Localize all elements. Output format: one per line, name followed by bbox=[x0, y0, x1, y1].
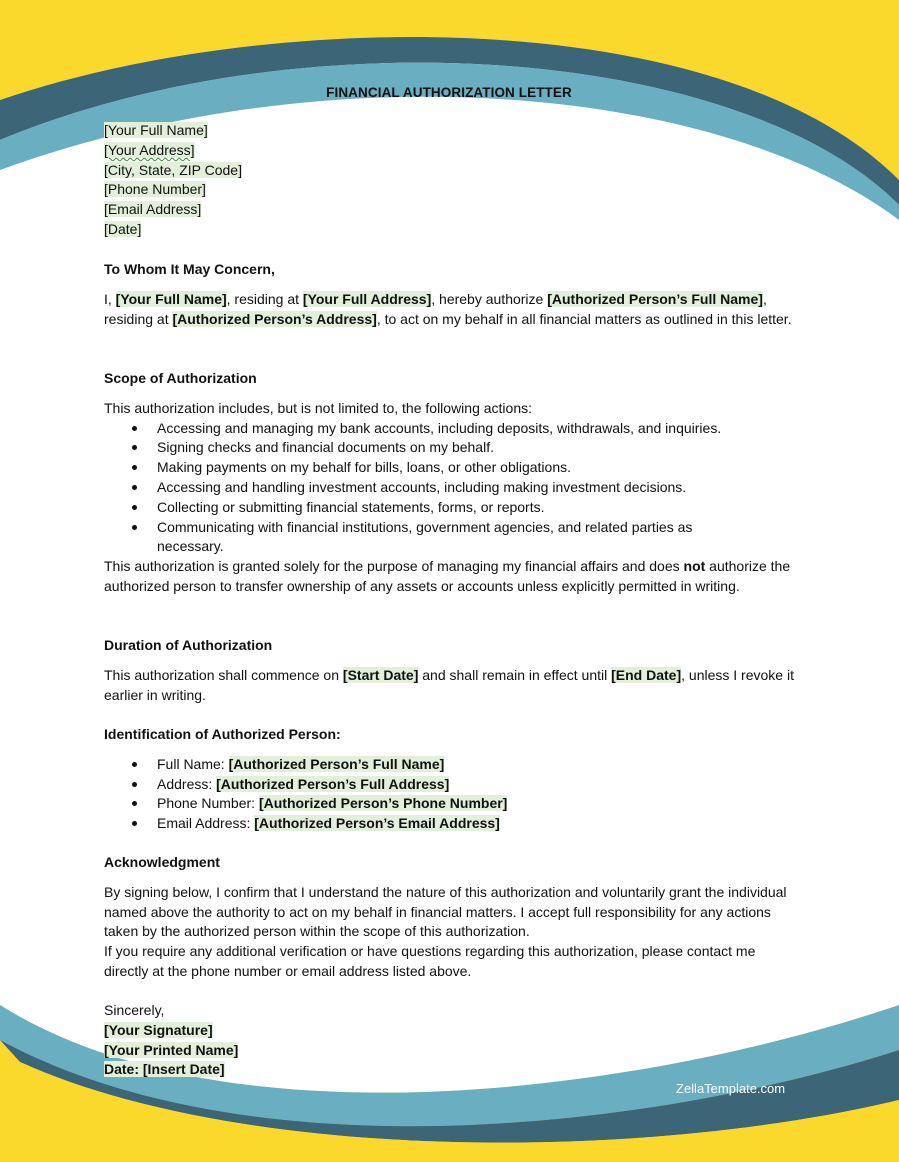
scope-section bbox=[104, 369, 794, 597]
list-item bbox=[104, 814, 794, 834]
list-item bbox=[104, 775, 794, 795]
list-item: Accessing and managing my bank accounts, including deposits, withdrawals, and inquiries. bbox=[104, 419, 794, 439]
duration-end-date[interactable]: [End Date] bbox=[611, 666, 682, 683]
sender-email[interactable]: [Email Address] bbox=[104, 201, 202, 218]
list-item bbox=[104, 755, 794, 775]
id-value[interactable]: [Authorized Person’s Full Address] bbox=[216, 775, 450, 792]
id-value[interactable]: [Authorized Person’s Email Address] bbox=[254, 815, 500, 832]
id-label: Email Address: bbox=[157, 815, 255, 832]
scope-closing-text-1: This authorization is granted solely for the purpose of managing my financial affairs and does bbox=[104, 558, 684, 575]
closing-printed-name[interactable]: [Your Printed Name] bbox=[104, 1041, 239, 1058]
acknowledgment-paragraph-2: If you require any additional verification or have questions regarding this authorization, please contact me directly at the phone number or email address listed above. bbox=[104, 943, 756, 979]
intro-text-2: , residing at bbox=[226, 291, 303, 307]
scope-list bbox=[104, 419, 794, 558]
sender-phone[interactable]: [Phone Number] bbox=[104, 181, 206, 198]
duration-text-3: , unless I revoke it earlier in writing. bbox=[104, 666, 794, 703]
duration-start-date[interactable]: [Start Date] bbox=[342, 666, 419, 683]
scope-lead: This authorization includes, but is not limited to, the following actions: bbox=[104, 399, 533, 416]
id-label: Phone Number: bbox=[157, 795, 259, 812]
sender-city[interactable]: [City, State, ZIP Code] bbox=[104, 161, 242, 178]
intro-authorized-address[interactable]: [Authorized Person’s Address] bbox=[172, 310, 377, 327]
id-label: Full Name: bbox=[157, 755, 229, 772]
list-item bbox=[104, 794, 794, 814]
acknowledgment-paragraph-1: By signing below, I confirm that I understand the nature of this authorization and voluntarily grant the individual named above the authority to act on my behalf in financial matters. I accept full responsibility for any actions taken by the authorized person within the scope of this authorization. bbox=[104, 883, 787, 940]
sender-date[interactable]: [Date] bbox=[104, 220, 142, 237]
id-label: Address: bbox=[157, 775, 217, 792]
letter-title: FINANCIAL AUTHORIZATION LETTER bbox=[326, 85, 572, 100]
sender-address[interactable]: [Your Address] bbox=[104, 141, 195, 158]
intro-text-5: , to act on my behalf in all financial matters as outlined in this letter. bbox=[376, 310, 792, 327]
duration-text-2: and shall remain in effect until bbox=[418, 666, 612, 683]
identification-list bbox=[104, 755, 794, 834]
acknowledgment-heading: Acknowledgment bbox=[104, 854, 220, 870]
sender-name[interactable]: [Your Full Name] bbox=[104, 122, 208, 138]
list-item: Signing checks and financial documents on my behalf. bbox=[104, 438, 794, 458]
identification-section bbox=[104, 725, 794, 834]
scope-heading: Scope of Authorization bbox=[104, 370, 257, 386]
duration-section bbox=[104, 636, 794, 705]
acknowledgment-section bbox=[104, 853, 794, 982]
duration-paragraph bbox=[104, 666, 794, 706]
sender-block bbox=[104, 121, 242, 240]
closing-date[interactable]: Date: [Insert Date] bbox=[104, 1061, 225, 1078]
scope-closing bbox=[104, 557, 794, 597]
intro-paragraph bbox=[104, 290, 794, 330]
closing-sincerely: Sincerely, bbox=[104, 1002, 165, 1018]
scope-closing-bold: not bbox=[683, 558, 706, 575]
scope-closing-text-2: authorize the authorized person to transfer ownership of any assets or accounts unless explicitly permitted in writing. bbox=[104, 558, 791, 594]
salutation-section bbox=[104, 260, 794, 280]
duration-heading: Duration of Authorization bbox=[104, 637, 273, 653]
id-value[interactable]: [Authorized Person’s Phone Number] bbox=[258, 795, 508, 812]
duration-text-1: This authorization shall commence on bbox=[104, 666, 343, 683]
list-item: Communicating with financial institutions, government agencies, and related parties as necessary. bbox=[104, 518, 794, 558]
intro-your-address[interactable]: [Your Full Address] bbox=[302, 291, 432, 307]
intro-text-1: I, bbox=[104, 291, 116, 307]
list-item: Collecting or submitting financial statements, forms, or reports. bbox=[104, 498, 794, 518]
list-item: Making payments on my behalf for bills, loans, or other obligations. bbox=[104, 458, 794, 478]
salutation: To Whom It May Concern, bbox=[104, 261, 275, 277]
intro-text-3: , hereby authorize bbox=[431, 291, 548, 307]
identification-heading: Identification of Authorized Person: bbox=[104, 726, 341, 742]
id-value[interactable]: [Authorized Person’s Full Name] bbox=[228, 755, 445, 772]
intro-your-name[interactable]: [Your Full Name] bbox=[115, 291, 227, 307]
intro-text-4: , residing at bbox=[104, 291, 767, 327]
closing-signature[interactable]: [Your Signature] bbox=[104, 1021, 213, 1038]
closing-section bbox=[104, 1001, 794, 1080]
footer-site-link[interactable]: ZellaTemplate.com bbox=[676, 1081, 786, 1096]
list-item: Accessing and handling investment accounts, including making investment decisions. bbox=[104, 478, 794, 498]
intro-authorized-name[interactable]: [Authorized Person’s Full Name] bbox=[547, 291, 763, 307]
